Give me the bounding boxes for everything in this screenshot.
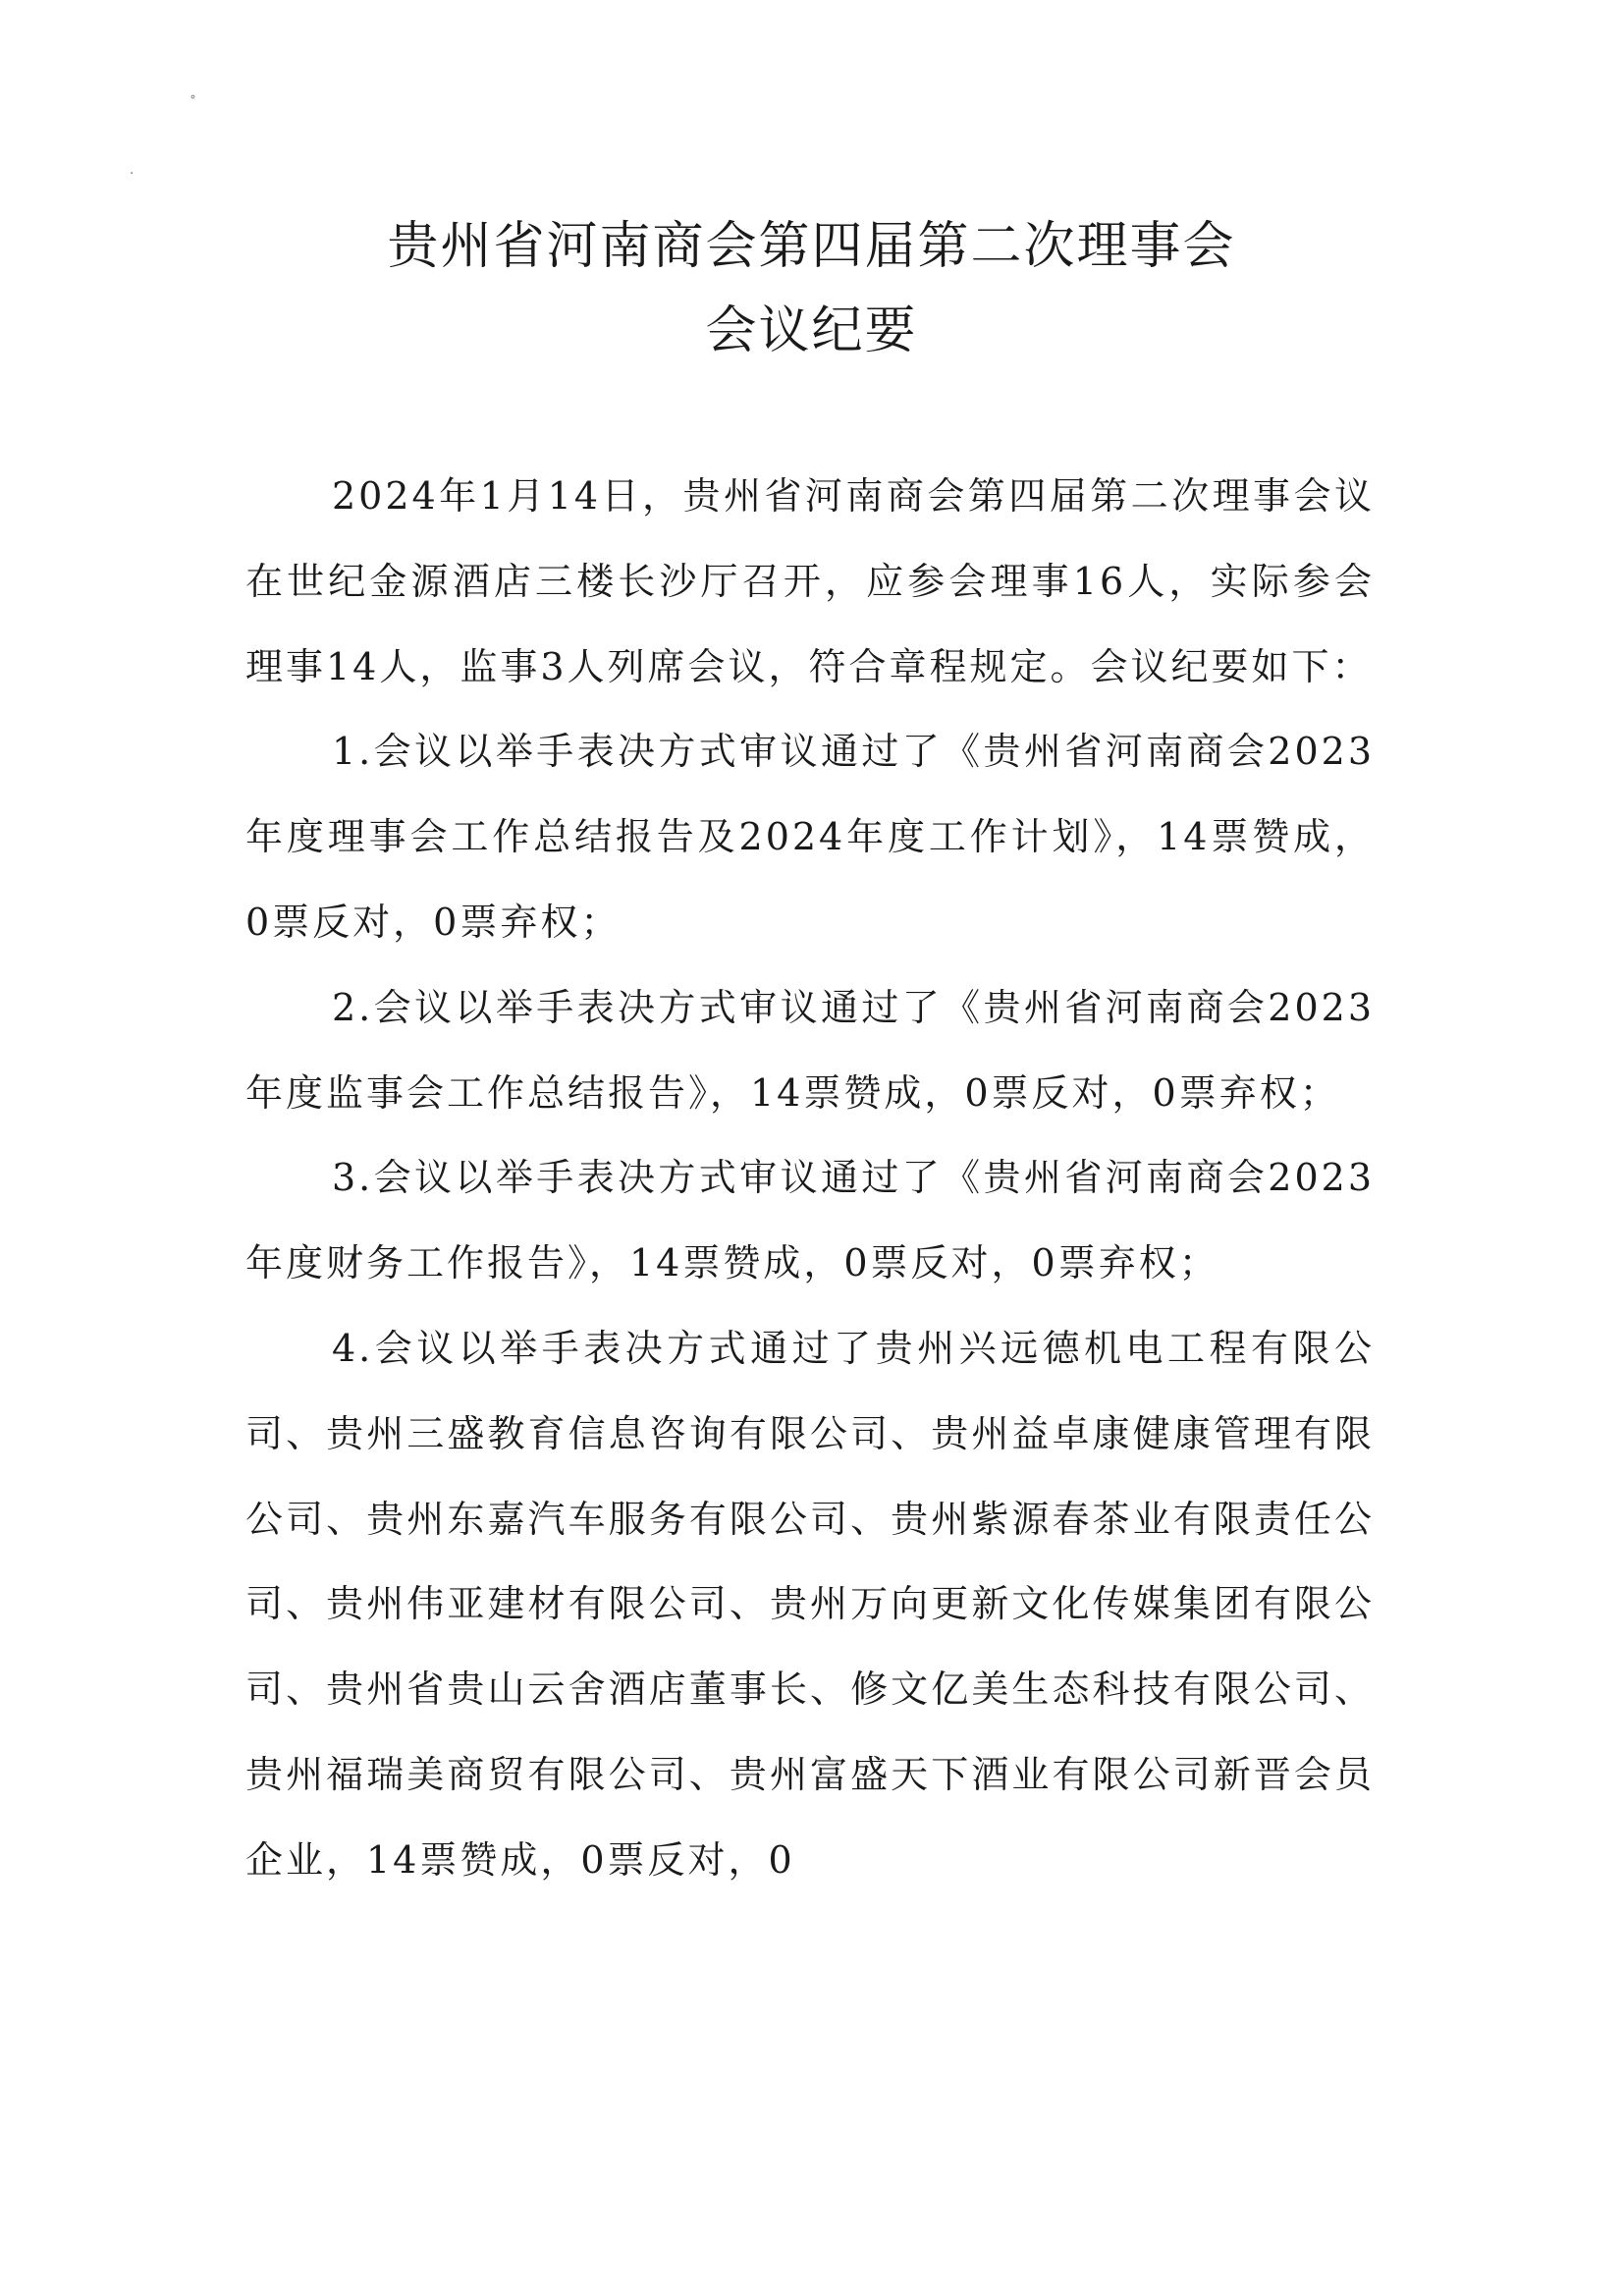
resolution-item-2: 2.会议以举手表决方式审议通过了《贵州省河南商会2023年度监事会工作总结报告》，14票赞成，0票反对，0票弃权； [245,985,1375,1115]
document-title: 贵州省河南商会第四届第二次理事会 [387,217,1236,276]
resolution-item-4: 4.会议以举手表决方式通过了贵州兴远德机电工程有限公司、贵州三盛教育信息咨询有限公司、贵州益卓康健康管理有限公司、贵州东嘉汽车服务有限公司、贵州紫源春茶业有限责任公司、贵州伟亚建材有限公司、贵州万向更新文化传媒集团有限公司、贵州省贵山云舍酒店董事长、修文亿美生态科技有限公司、贵州福瑞美商贸有限公司、贵州富盛天下酒业有限公司新晋会员企业，14票赞成，0票反对，0 [245,1326,1375,1882]
document-body [245,454,1375,1903]
resolution-item-1: 1.会议以举手表决方式审议通过了《贵州省河南商会2023年度理事会工作总结报告及2024年度工作计划》，14票赞成，0票反对，0票弃权； [245,730,1375,944]
resolution-item-3: 3.会议以举手表决方式审议通过了《贵州省河南商会2023年度财务工作报告》，14票赞成，0票反对，0票弃权； [245,1156,1375,1285]
scan-speck-mark: · [130,166,135,182]
document-subtitle: 会议纪要 [705,301,918,360]
scan-speck-mark: ˚ [189,95,196,111]
intro-paragraph: 2024年1月14日，贵州省河南商会第四届第二次理事会议在世纪金源酒店三楼长沙厅召开，应参会理事16人，实际参会理事14人，监事3人列席会议，符合章程规定。会议纪要如下： [245,474,1375,688]
